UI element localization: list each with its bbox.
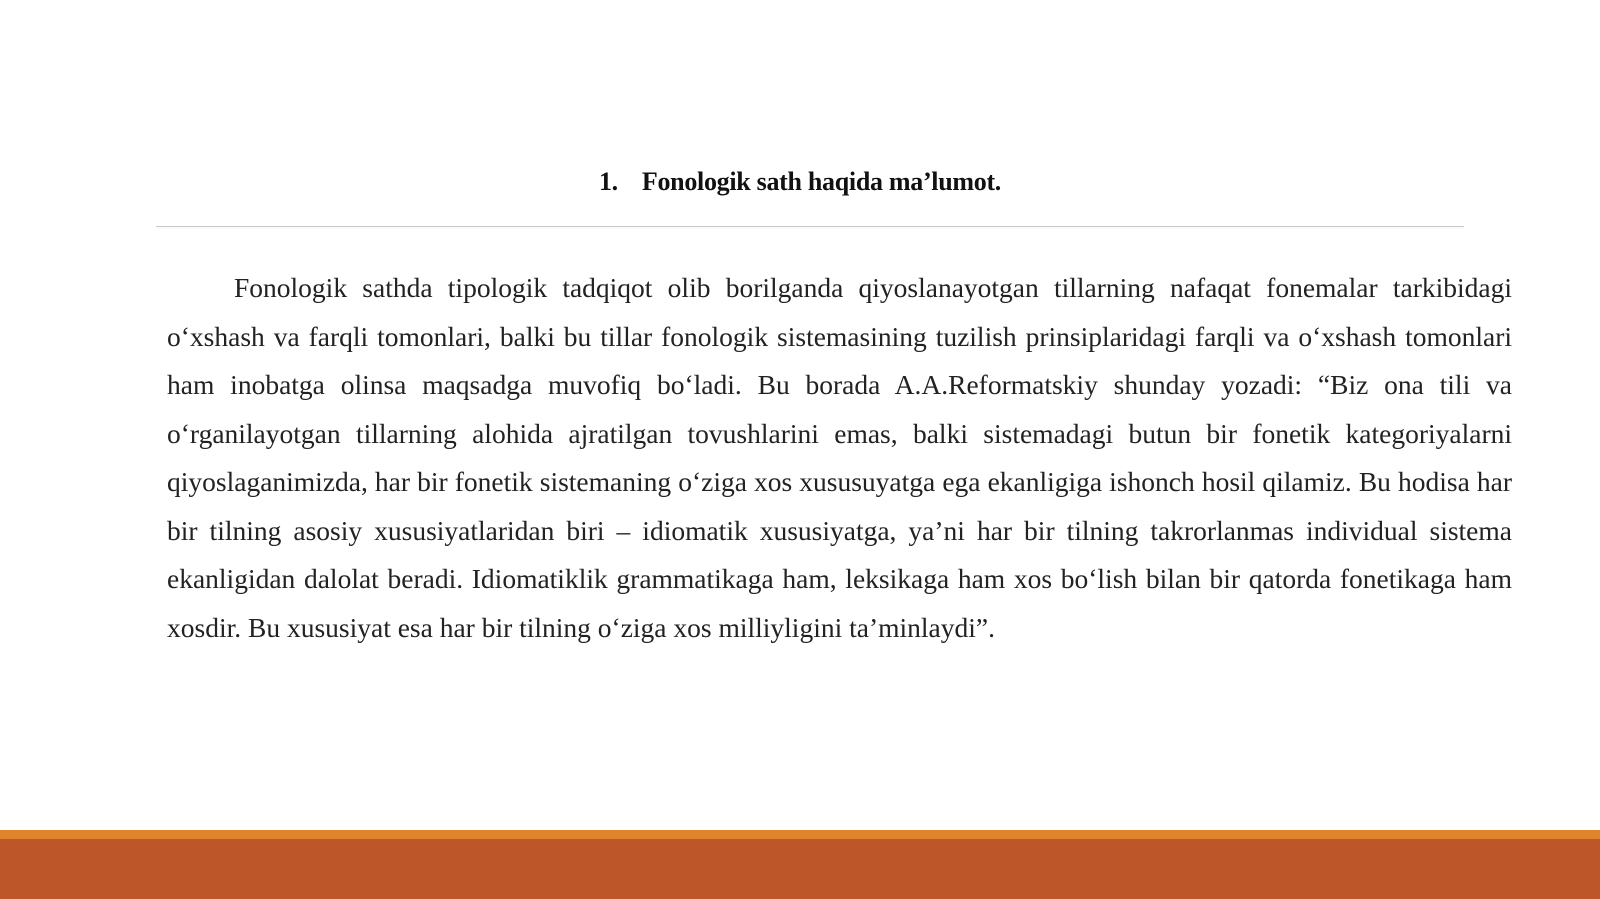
body-paragraph: Fonologik sathda tipologik tadqiqot olib borilganda qiyoslanayotgan tillarning nafaqat fonemalar tarkibidagi o‘xshash va farqli tomonlari, balki bu tillar fonologik sistemasining tuzilish prinsiplaridagi farqli va o‘xshash tomonlari ham inobatga olinsa maqsadga muvofiq bo‘ladi. Bu borada A.A.Reformatskiy shunday yozadi: “Biz ona tili va o‘rganilayotgan tillarning alohida ajratilgan tovushlarini emas, balki sistemadagi butun bir fonetik kategoriyalarni qiyoslaganimizda, har bir fonetik sistemaning o‘ziga xos xususuyatga ega ekanligiga ishonch hosil qilamiz. Bu hodisa har bir tilning asosiy xususiyatlaridan biri – idiomatik xususiyatga, ya’ni har bir tilning takrorlanmas individual sistema ekanligidan dalolat beradi. Idiomatiklik grammatikaga ham, leksikaga ham xos bo‘lish bilan bir qatorda fonetikaga ham xosdir. Bu xususiyat esa har bir tilning o‘ziga xos milliyligini ta’minlaydi”. [167,272,1512,643]
title-number: 1. [598,167,618,196]
title-text: Fonologik sath haqida ma’lumot. [641,167,1001,196]
footer-accent-stripe [0,830,1600,839]
footer-bar [0,839,1600,899]
slide-title [0,162,1600,202]
title-divider [156,226,1464,227]
